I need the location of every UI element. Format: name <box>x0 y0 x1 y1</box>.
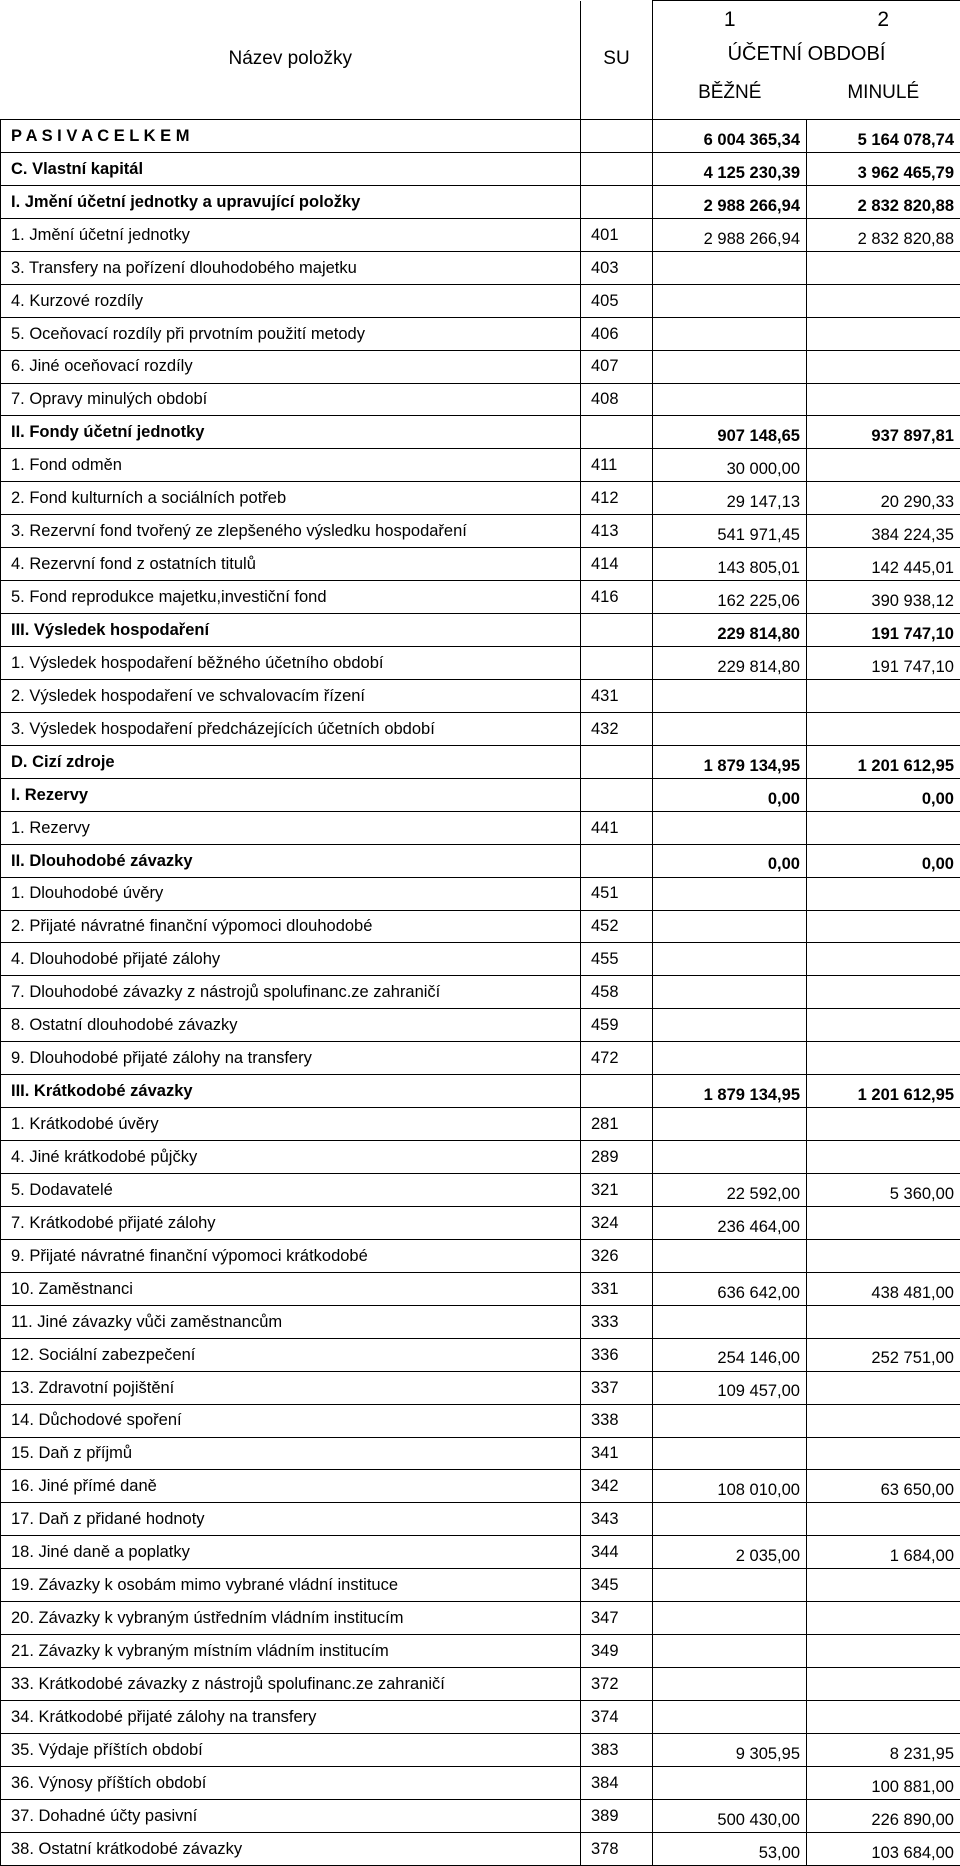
table-row <box>1 1042 960 1075</box>
table-row <box>1 943 960 976</box>
row-previous-value: 5 164 078,74 <box>807 120 960 153</box>
row-current-value: 254 146,00 <box>653 1338 807 1371</box>
row-name: 5. Oceňovací rozdíly při prvotním použití metody <box>1 317 581 350</box>
row-su: 343 <box>581 1503 653 1536</box>
row-current-value <box>653 1141 807 1174</box>
row-su: 372 <box>581 1668 653 1701</box>
row-name: 13. Zdravotní pojištění <box>1 1371 581 1404</box>
row-previous-value: 3 962 465,79 <box>807 152 960 185</box>
row-previous-value: 1 201 612,95 <box>807 745 960 778</box>
row-name: III. Výsledek hospodaření <box>1 614 581 647</box>
table-row <box>1 152 960 185</box>
row-current-value: 2 988 266,94 <box>653 218 807 251</box>
table-row <box>1 1701 960 1734</box>
table-row <box>1 581 960 614</box>
row-previous-value: 252 751,00 <box>807 1338 960 1371</box>
row-su: 455 <box>581 943 653 976</box>
row-su <box>581 416 653 449</box>
row-previous-value <box>807 712 960 745</box>
row-previous-value: 438 481,00 <box>807 1272 960 1305</box>
table-row <box>1 778 960 811</box>
row-name: 11. Jiné závazky vůči zaměstnancům <box>1 1305 581 1338</box>
row-current-value: 229 814,80 <box>653 647 807 680</box>
row-name: 12. Sociální zabezpečení <box>1 1338 581 1371</box>
row-previous-value: 5 360,00 <box>807 1174 960 1207</box>
row-previous-value <box>807 1569 960 1602</box>
row-current-value: 162 225,06 <box>653 581 807 614</box>
row-name: 1. Jmění účetní jednotky <box>1 218 581 251</box>
table-row <box>1 1668 960 1701</box>
row-name: 17. Daň z přidané hodnoty <box>1 1503 581 1536</box>
row-current-value: 108 010,00 <box>653 1470 807 1503</box>
table-row <box>1 1338 960 1371</box>
row-su: 338 <box>581 1404 653 1437</box>
row-current-value: 4 125 230,39 <box>653 152 807 185</box>
row-previous-value: 2 832 820,88 <box>807 185 960 218</box>
row-name: 19. Závazky k osobám mimo vybrané vládní instituce <box>1 1569 581 1602</box>
row-name: III. Krátkodobé závazky <box>1 1075 581 1108</box>
table-row <box>1 1503 960 1536</box>
table-row <box>1 712 960 745</box>
row-current-value: 0,00 <box>653 844 807 877</box>
table-row <box>1 383 960 416</box>
row-su: 341 <box>581 1437 653 1470</box>
row-current-value <box>653 1009 807 1042</box>
row-current-value: 30 000,00 <box>653 449 807 482</box>
row-su: 342 <box>581 1470 653 1503</box>
row-current-value: 1 879 134,95 <box>653 745 807 778</box>
table-row <box>1 1733 960 1766</box>
row-previous-value <box>807 943 960 976</box>
row-current-value: 29 147,13 <box>653 482 807 515</box>
row-current-value <box>653 317 807 350</box>
table-row <box>1 284 960 317</box>
header-su: SU <box>581 1 653 120</box>
row-previous-value: 0,00 <box>807 778 960 811</box>
row-su: 347 <box>581 1602 653 1635</box>
row-previous-value <box>807 449 960 482</box>
row-current-value <box>653 1305 807 1338</box>
row-name: 15. Daň z příjmů <box>1 1437 581 1470</box>
row-name: 21. Závazky k vybraným místním vládním institucím <box>1 1635 581 1668</box>
table-row <box>1 1635 960 1668</box>
table-row <box>1 1272 960 1305</box>
table-row <box>1 745 960 778</box>
row-su: 451 <box>581 877 653 910</box>
row-previous-value <box>807 317 960 350</box>
table-row <box>1 482 960 515</box>
row-current-value <box>653 1569 807 1602</box>
row-su: 384 <box>581 1766 653 1799</box>
row-su <box>581 1075 653 1108</box>
row-current-value: 6 004 365,34 <box>653 120 807 153</box>
row-previous-value: 20 290,33 <box>807 482 960 515</box>
table-row <box>1 1075 960 1108</box>
row-current-value: 229 814,80 <box>653 614 807 647</box>
row-su: 411 <box>581 449 653 482</box>
row-name: 4. Dlouhodobé přijaté zálohy <box>1 943 581 976</box>
table-row <box>1 1602 960 1635</box>
row-name: II. Dlouhodobé závazky <box>1 844 581 877</box>
row-current-value <box>653 1404 807 1437</box>
table-row <box>1 1437 960 1470</box>
row-name: 3. Transfery na pořízení dlouhodobého majetku <box>1 251 581 284</box>
row-name: 33. Krátkodobé závazky z nástrojů spolufinanc.ze zahraničí <box>1 1668 581 1701</box>
row-su: 344 <box>581 1536 653 1569</box>
row-current-value: 109 457,00 <box>653 1371 807 1404</box>
row-current-value <box>653 877 807 910</box>
row-previous-value <box>807 1305 960 1338</box>
row-name: II. Fondy účetní jednotky <box>1 416 581 449</box>
row-name: P A S I V A C E L K E M <box>1 120 581 153</box>
row-su: 414 <box>581 548 653 581</box>
row-su: 401 <box>581 218 653 251</box>
table-row <box>1 1174 960 1207</box>
row-su: 403 <box>581 251 653 284</box>
row-name: 3. Rezervní fond tvořený ze zlepšeného výsledku hospodaření <box>1 515 581 548</box>
row-current-value <box>653 1042 807 1075</box>
table-row <box>1 1206 960 1239</box>
row-su <box>581 185 653 218</box>
row-previous-value <box>807 1239 960 1272</box>
row-su: 349 <box>581 1635 653 1668</box>
row-previous-value <box>807 350 960 383</box>
table-row <box>1 350 960 383</box>
row-su: 337 <box>581 1371 653 1404</box>
row-current-value <box>653 811 807 844</box>
header-col1-number: 1 <box>653 1 807 39</box>
row-name: C. Vlastní kapitál <box>1 152 581 185</box>
table-row <box>1 449 960 482</box>
row-previous-value: 8 231,95 <box>807 1733 960 1766</box>
row-name: 8. Ostatní dlouhodobé závazky <box>1 1009 581 1042</box>
table-row <box>1 120 960 153</box>
row-name: 34. Krátkodobé přijaté zálohy na transfery <box>1 1701 581 1734</box>
table-row <box>1 1404 960 1437</box>
row-previous-value: 0,00 <box>807 844 960 877</box>
row-su: 281 <box>581 1108 653 1141</box>
table-row <box>1 218 960 251</box>
table-row <box>1 844 960 877</box>
row-su: 472 <box>581 1042 653 1075</box>
row-current-value <box>653 350 807 383</box>
row-current-value <box>653 943 807 976</box>
row-current-value <box>653 251 807 284</box>
row-previous-value: 390 938,12 <box>807 581 960 614</box>
row-previous-value: 2 832 820,88 <box>807 218 960 251</box>
row-name: 3. Výsledek hospodaření předcházejících účetních období <box>1 712 581 745</box>
row-name: 1. Výsledek hospodaření běžného účetního období <box>1 647 581 680</box>
row-previous-value <box>807 1635 960 1668</box>
table-row <box>1 1141 960 1174</box>
row-current-value <box>653 1635 807 1668</box>
row-su <box>581 778 653 811</box>
table-row <box>1 877 960 910</box>
row-su: 374 <box>581 1701 653 1734</box>
row-previous-value: 226 890,00 <box>807 1799 960 1832</box>
row-name: 4. Rezervní fond z ostatních titulů <box>1 548 581 581</box>
row-current-value: 636 642,00 <box>653 1272 807 1305</box>
table-row <box>1 1009 960 1042</box>
row-name: 1. Dlouhodobé úvěry <box>1 877 581 910</box>
row-previous-value <box>807 1141 960 1174</box>
row-previous-value <box>807 1503 960 1536</box>
table-row <box>1 1371 960 1404</box>
row-su: 458 <box>581 976 653 1009</box>
row-current-value <box>653 976 807 1009</box>
row-previous-value <box>807 284 960 317</box>
table-row <box>1 548 960 581</box>
row-current-value <box>653 910 807 943</box>
row-su: 441 <box>581 811 653 844</box>
row-su: 452 <box>581 910 653 943</box>
row-previous-value <box>807 1701 960 1734</box>
row-name: 2. Fond kulturních a sociálních potřeb <box>1 482 581 515</box>
row-current-value <box>653 1602 807 1635</box>
row-name: 7. Krátkodobé přijaté zálohy <box>1 1206 581 1239</box>
row-name: 18. Jiné daně a poplatky <box>1 1536 581 1569</box>
header-col2-number: 2 <box>807 1 960 39</box>
row-previous-value <box>807 910 960 943</box>
row-su: 324 <box>581 1206 653 1239</box>
row-su: 331 <box>581 1272 653 1305</box>
table-row <box>1 811 960 844</box>
row-previous-value: 100 881,00 <box>807 1766 960 1799</box>
row-name: I. Rezervy <box>1 778 581 811</box>
row-previous-value <box>807 1042 960 1075</box>
row-su: 345 <box>581 1569 653 1602</box>
row-su: 389 <box>581 1799 653 1832</box>
row-current-value: 2 035,00 <box>653 1536 807 1569</box>
row-name: 37. Dohadné účty pasivní <box>1 1799 581 1832</box>
table-row <box>1 614 960 647</box>
row-name: 6. Jiné oceňovací rozdíly <box>1 350 581 383</box>
row-su: 378 <box>581 1832 653 1865</box>
header-row-numbers <box>1 1 960 39</box>
row-current-value: 541 971,45 <box>653 515 807 548</box>
row-name: 10. Zaměstnanci <box>1 1272 581 1305</box>
row-previous-value <box>807 976 960 1009</box>
row-current-value <box>653 1701 807 1734</box>
row-current-value <box>653 1437 807 1470</box>
row-current-value: 22 592,00 <box>653 1174 807 1207</box>
row-current-value <box>653 1503 807 1536</box>
row-su: 459 <box>581 1009 653 1042</box>
row-current-value: 53,00 <box>653 1832 807 1865</box>
table-row <box>1 1569 960 1602</box>
row-previous-value <box>807 251 960 284</box>
table-row <box>1 416 960 449</box>
row-su: 383 <box>581 1733 653 1766</box>
row-name: 5. Fond reprodukce majetku,investiční fond <box>1 581 581 614</box>
table-row <box>1 1766 960 1799</box>
row-previous-value <box>807 383 960 416</box>
row-su: 289 <box>581 1141 653 1174</box>
row-current-value <box>653 284 807 317</box>
row-current-value: 0,00 <box>653 778 807 811</box>
row-name: 1. Krátkodobé úvěry <box>1 1108 581 1141</box>
row-current-value <box>653 1108 807 1141</box>
row-name: 4. Kurzové rozdíly <box>1 284 581 317</box>
table-row <box>1 1470 960 1503</box>
table-row <box>1 1832 960 1865</box>
table-row <box>1 647 960 680</box>
row-name: 14. Důchodové spoření <box>1 1404 581 1437</box>
row-su <box>581 844 653 877</box>
row-previous-value <box>807 1602 960 1635</box>
row-su: 413 <box>581 515 653 548</box>
row-previous-value <box>807 1668 960 1701</box>
row-previous-value <box>807 1404 960 1437</box>
row-su: 431 <box>581 679 653 712</box>
row-su: 407 <box>581 350 653 383</box>
row-name: 9. Přijaté návratné finanční výpomoci krátkodobé <box>1 1239 581 1272</box>
row-previous-value: 1 684,00 <box>807 1536 960 1569</box>
row-su <box>581 152 653 185</box>
row-name: I. Jmění účetní jednotky a upravující položky <box>1 185 581 218</box>
row-previous-value <box>807 1009 960 1042</box>
row-name: 7. Dlouhodobé závazky z nástrojů spolufinanc.ze zahraničí <box>1 976 581 1009</box>
row-current-value: 500 430,00 <box>653 1799 807 1832</box>
row-su: 336 <box>581 1338 653 1371</box>
header-period: ÚČETNÍ OBDOBÍ <box>653 39 960 69</box>
row-current-value <box>653 383 807 416</box>
row-su: 412 <box>581 482 653 515</box>
row-name: 5. Dodavatelé <box>1 1174 581 1207</box>
row-name: 9. Dlouhodobé přijaté zálohy na transfery <box>1 1042 581 1075</box>
table-row <box>1 1799 960 1832</box>
header-previous: MINULÉ <box>807 69 960 120</box>
row-previous-value <box>807 1437 960 1470</box>
row-current-value: 236 464,00 <box>653 1206 807 1239</box>
row-previous-value <box>807 811 960 844</box>
row-previous-value <box>807 1108 960 1141</box>
row-previous-value: 1 201 612,95 <box>807 1075 960 1108</box>
row-current-value <box>653 679 807 712</box>
row-su: 406 <box>581 317 653 350</box>
row-current-value <box>653 1766 807 1799</box>
table-row <box>1 679 960 712</box>
table-row <box>1 910 960 943</box>
row-name: 36. Výnosy příštích období <box>1 1766 581 1799</box>
table-row <box>1 976 960 1009</box>
row-name: 1. Rezervy <box>1 811 581 844</box>
row-previous-value: 191 747,10 <box>807 614 960 647</box>
row-current-value: 2 988 266,94 <box>653 185 807 218</box>
row-su: 432 <box>581 712 653 745</box>
row-su <box>581 614 653 647</box>
row-previous-value <box>807 1206 960 1239</box>
row-current-value: 143 805,01 <box>653 548 807 581</box>
row-name: 16. Jiné přímé daně <box>1 1470 581 1503</box>
row-current-value <box>653 1668 807 1701</box>
row-previous-value: 103 684,00 <box>807 1832 960 1865</box>
row-previous-value <box>807 877 960 910</box>
row-su: 333 <box>581 1305 653 1338</box>
row-previous-value: 63 650,00 <box>807 1470 960 1503</box>
row-current-value: 1 879 134,95 <box>653 1075 807 1108</box>
table-row <box>1 1305 960 1338</box>
row-su <box>581 120 653 153</box>
row-su: 405 <box>581 284 653 317</box>
row-name: 4. Jiné krátkodobé půjčky <box>1 1141 581 1174</box>
row-name: 2. Přijaté návratné finanční výpomoci dlouhodobé <box>1 910 581 943</box>
row-name: 38. Ostatní krátkodobé závazky <box>1 1832 581 1865</box>
row-name: 20. Závazky k vybraným ústředním vládním institucím <box>1 1602 581 1635</box>
row-current-value: 907 148,65 <box>653 416 807 449</box>
row-su <box>581 647 653 680</box>
row-current-value <box>653 1239 807 1272</box>
row-previous-value <box>807 679 960 712</box>
row-name: 7. Opravy minulých období <box>1 383 581 416</box>
row-su: 326 <box>581 1239 653 1272</box>
row-name: 35. Výdaje příštích období <box>1 1733 581 1766</box>
table-row <box>1 1239 960 1272</box>
row-su: 408 <box>581 383 653 416</box>
row-current-value <box>653 712 807 745</box>
header-current: BĚŽNÉ <box>653 69 807 120</box>
row-previous-value: 384 224,35 <box>807 515 960 548</box>
table-row <box>1 317 960 350</box>
row-previous-value: 142 445,01 <box>807 548 960 581</box>
table-row <box>1 251 960 284</box>
row-name: 2. Výsledek hospodaření ve schvalovacím řízení <box>1 679 581 712</box>
row-current-value: 9 305,95 <box>653 1733 807 1766</box>
row-name: D. Cizí zdroje <box>1 745 581 778</box>
table-row <box>1 1536 960 1569</box>
row-su: 416 <box>581 581 653 614</box>
row-previous-value <box>807 1371 960 1404</box>
table-row <box>1 185 960 218</box>
row-previous-value: 191 747,10 <box>807 647 960 680</box>
row-previous-value: 937 897,81 <box>807 416 960 449</box>
table-row <box>1 1108 960 1141</box>
row-name: 1. Fond odměn <box>1 449 581 482</box>
row-su: 321 <box>581 1174 653 1207</box>
table-row <box>1 515 960 548</box>
header-name: Název položky <box>1 1 581 120</box>
row-su <box>581 745 653 778</box>
